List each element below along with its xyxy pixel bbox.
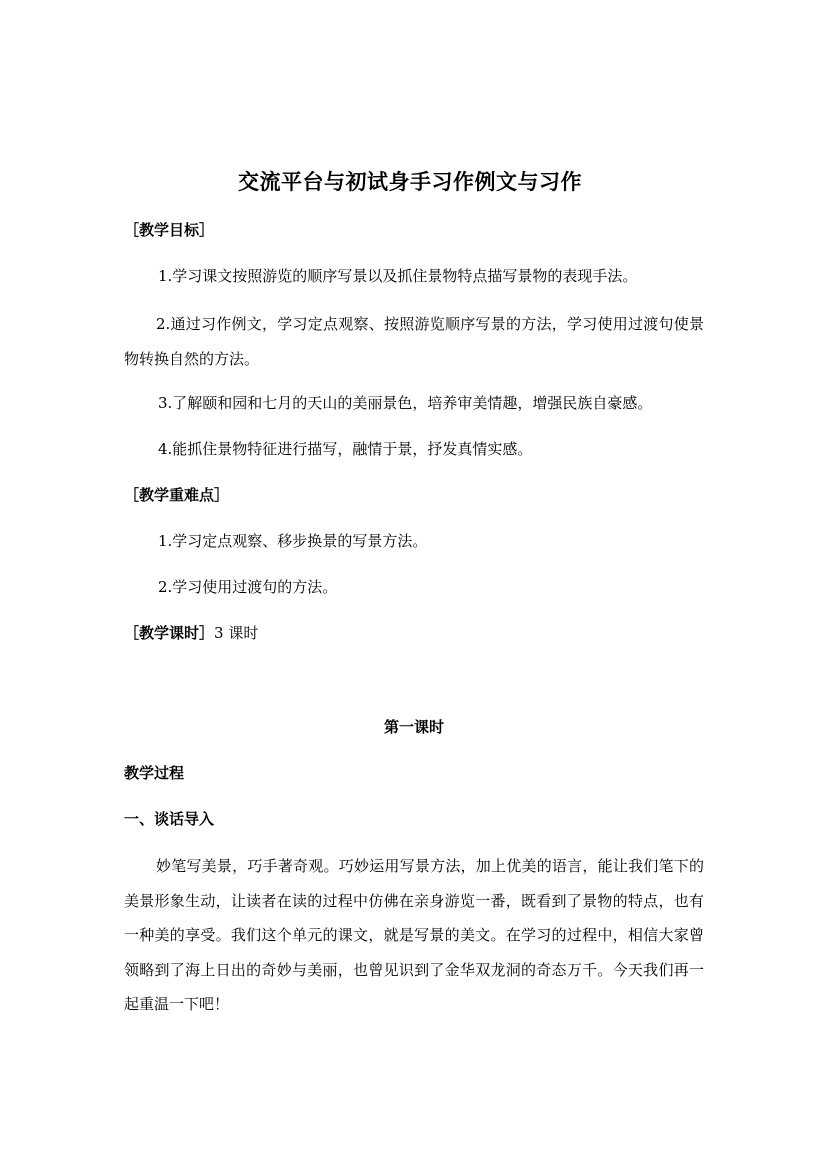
objective-item-3: 3.了解颐和园和七月的天山的美丽景色，培养审美情趣，增强民族自豪感。 (158, 394, 653, 412)
section-heading: 一、谈话导入 (124, 810, 215, 828)
key-point-item-1: 1.学习定点观察、移步换景的写景方法。 (158, 532, 428, 550)
objective-item-1: 1.学习课文按照游览的顺序写景以及抓住景物特点描写景物的表现手法。 (158, 267, 638, 285)
key-point-item-2: 2.学习使用过渡句的方法。 (158, 578, 338, 596)
objective-item-2: 2.通过习作例文，学习定点观察、按照游览顺序写景的方法，学习使用过渡句使景物转换自然的方法。 (124, 315, 704, 368)
objective-item-4: 4.能抓住景物特征进行描写，融情于景，抒发真情实感。 (158, 440, 533, 458)
process-heading: 教学过程 (124, 764, 185, 782)
key-points-heading: ［教学重难点］ (124, 486, 230, 504)
objectives-heading: ［教学目标］ (124, 221, 215, 239)
lesson-title: 第一课时 (383, 718, 444, 736)
class-hours-heading: ［教学课时］ (124, 624, 215, 642)
intro-paragraph: 妙笔写美景，巧手著奇观。巧妙运用写景方法，加上优美的语言，能让我们笔下的美景形象生动，让读者在读的过程中仿佛在亲身游览一番，既看到了景物的特点，也有一种美的享受。我们这个单元的课文，就是写景的美文。在学习的过程中，相信大家曾领略到了海上日出的奇妙与美丽，也曾见识到了金华双龙洞的奇态万千。今天我们再一起重温一下吧！ (124, 857, 704, 1013)
document-title: 交流平台与初试身手习作例文与习作 (238, 169, 582, 194)
class-hours-line (124, 623, 704, 643)
class-hours-value: 3 课时 (214, 624, 259, 642)
